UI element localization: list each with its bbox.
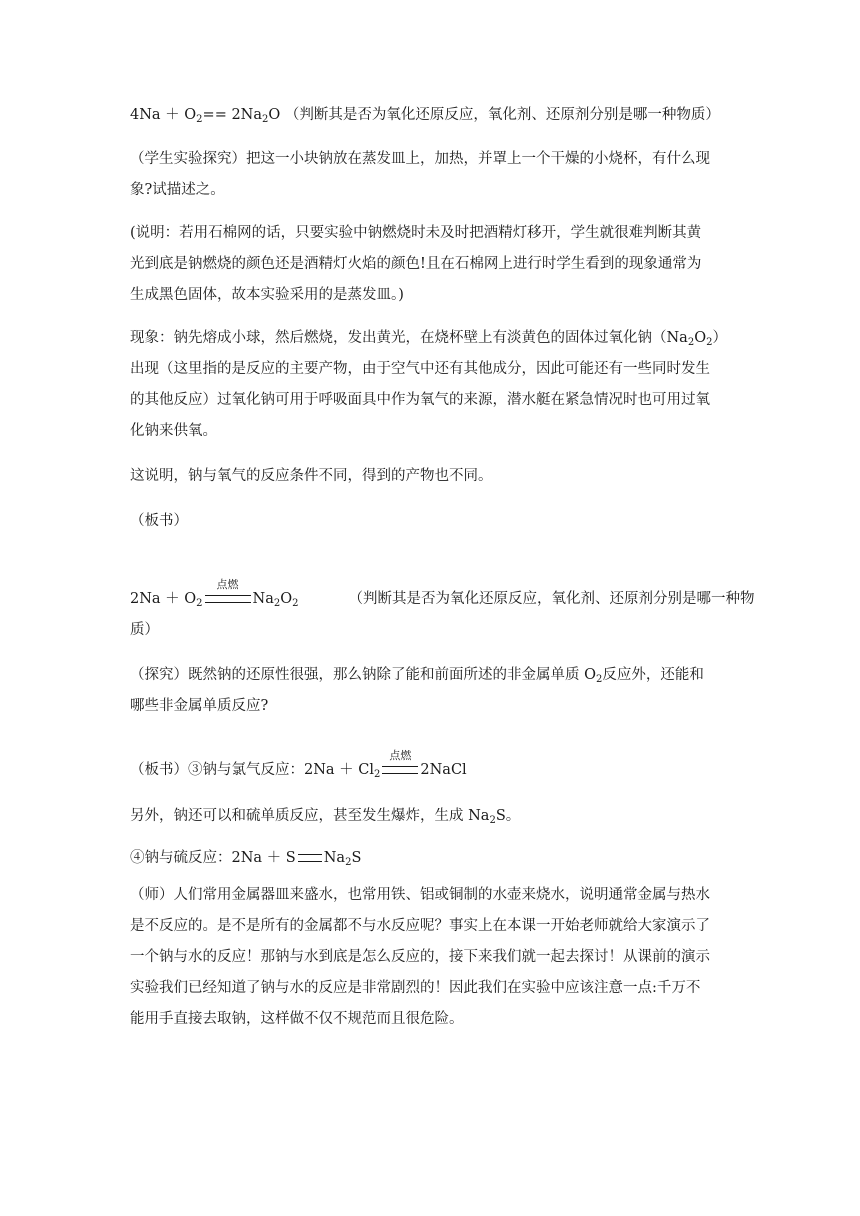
reaction-condition: 点燃 [216, 578, 239, 591]
reaction-equals-sign [205, 578, 251, 603]
paragraph-line [130, 323, 740, 354]
equation-sodium-oxygen-room-temp [130, 100, 740, 131]
text: Na [323, 850, 346, 866]
subscript: 2 [374, 769, 381, 780]
paragraph-line: 一个钠与水的反应！那钠与水到底是怎么反应的，接下来我们就一起去探讨！从课前的演示 [130, 949, 710, 965]
text: （判断其是否为氧化还原反应，氧化剂、还原剂分别是哪一种物 [348, 591, 755, 607]
text: S。 [495, 808, 521, 824]
paragraph-line [130, 801, 740, 832]
subscript: 2 [706, 337, 713, 348]
paragraph-line: 能用手直接去取钠，这样做不仅不规范而且很危险。 [130, 1011, 464, 1027]
equation-sodium-chlorine [130, 749, 740, 786]
paragraph-line: （板书） [130, 513, 188, 529]
text: ④钠与硫反应：2Na ＋ S [130, 850, 296, 866]
paragraph-line: 哪些非金属单质反应? [130, 698, 269, 714]
paragraph-line: 出现（这里指的是反应的主要产物，由于空气中还有其他成分，因此可能还有一些同时发生 [130, 361, 710, 377]
paragraph-line [130, 660, 740, 691]
reaction-equals-sign [382, 749, 418, 774]
paragraph-line: 这说明，钠与氧气的反应条件不同，得到的产物也不同。 [130, 468, 493, 484]
text: 反应外，还能和 [602, 667, 704, 683]
paragraph-line: 实验我们已经知道了钠与水的反应是非常剧烈的！因此我们在实验中应该注意一点:千万不 [130, 980, 701, 996]
equation-sodium-oxygen-ignition [130, 578, 755, 615]
text: O [280, 591, 293, 607]
text: 2NaCl [420, 762, 467, 778]
text: == 2Na [202, 107, 263, 123]
paragraph-line: (说明：若用石棉网的话，只要实验中钠燃烧时未及时把酒精灯移开，学生就很难判断其黄 [130, 225, 702, 241]
text: S [351, 850, 362, 866]
text: O （判断其是否为氧化还原反应，氧化剂、还原剂分别是哪一种物质） [268, 107, 720, 123]
paragraph-line: 化钠来供氧。 [130, 423, 217, 439]
subscript: 2 [196, 598, 203, 609]
subscript: 2 [292, 598, 299, 609]
text: 4Na ＋ O [130, 107, 197, 123]
paragraph-line: 光到底是钠燃烧的颜色还是酒精灯火焰的颜色!且在石棉网上进行时学生看到的现象通常为 [130, 256, 702, 272]
text: ） [712, 330, 727, 346]
paragraph-line: 质） [130, 622, 159, 638]
text: 2Na ＋ O [130, 591, 197, 607]
subscript: 2 [489, 815, 496, 826]
text: 另外，钠还可以和硫单质反应，甚至发生爆炸，生成 Na [130, 808, 490, 824]
paragraph-line: （师）人们常用金属器皿来盛水，也常用铁、铝或铜制的水壶来烧水，说明通常金属与热水 [130, 887, 710, 903]
text: （板书）③钠与氯气反应：2Na ＋ Cl [130, 762, 375, 778]
paragraph-line: 是不反应的。是不是所有的金属都不与水反应呢？事实上在本课一开始老师就给大家演示了 [130, 918, 710, 934]
equation-sodium-sulfur [130, 843, 740, 874]
subscript: 2 [596, 674, 603, 685]
subscript: 2 [687, 337, 695, 348]
subscript: 2 [262, 114, 269, 125]
paragraph-line: 象?试描述之。 [130, 182, 225, 198]
reaction-condition: 点燃 [389, 749, 412, 762]
text: 现象：钠先熔成小球，然后燃烧，发出黄光，在烧杯壁上有淡黄色的固体过氧化钠（Na [130, 330, 688, 346]
paragraph-line: 的其他反应）过氧化钠可用于呼吸面具中作为氧气的来源，潜水艇在紧急情况时也可用过氧 [130, 392, 710, 408]
subscript: 2 [273, 598, 281, 609]
subscript: 2 [345, 857, 352, 868]
paragraph-line: 生成黑色固体，故本实验采用的是蒸发皿。) [130, 287, 404, 303]
text: （探究）既然钠的还原性很强，那么钠除了能和前面所述的非金属单质 O [130, 667, 596, 683]
text: Na [252, 591, 274, 607]
subscript: 2 [196, 114, 203, 125]
paragraph-line: （学生实验探究）把这一小块钠放在蒸发皿上，加热，并罩上一个干燥的小烧杯，有什么现 [130, 151, 710, 167]
text: O [694, 330, 707, 346]
reaction-equals-sign [298, 854, 322, 862]
